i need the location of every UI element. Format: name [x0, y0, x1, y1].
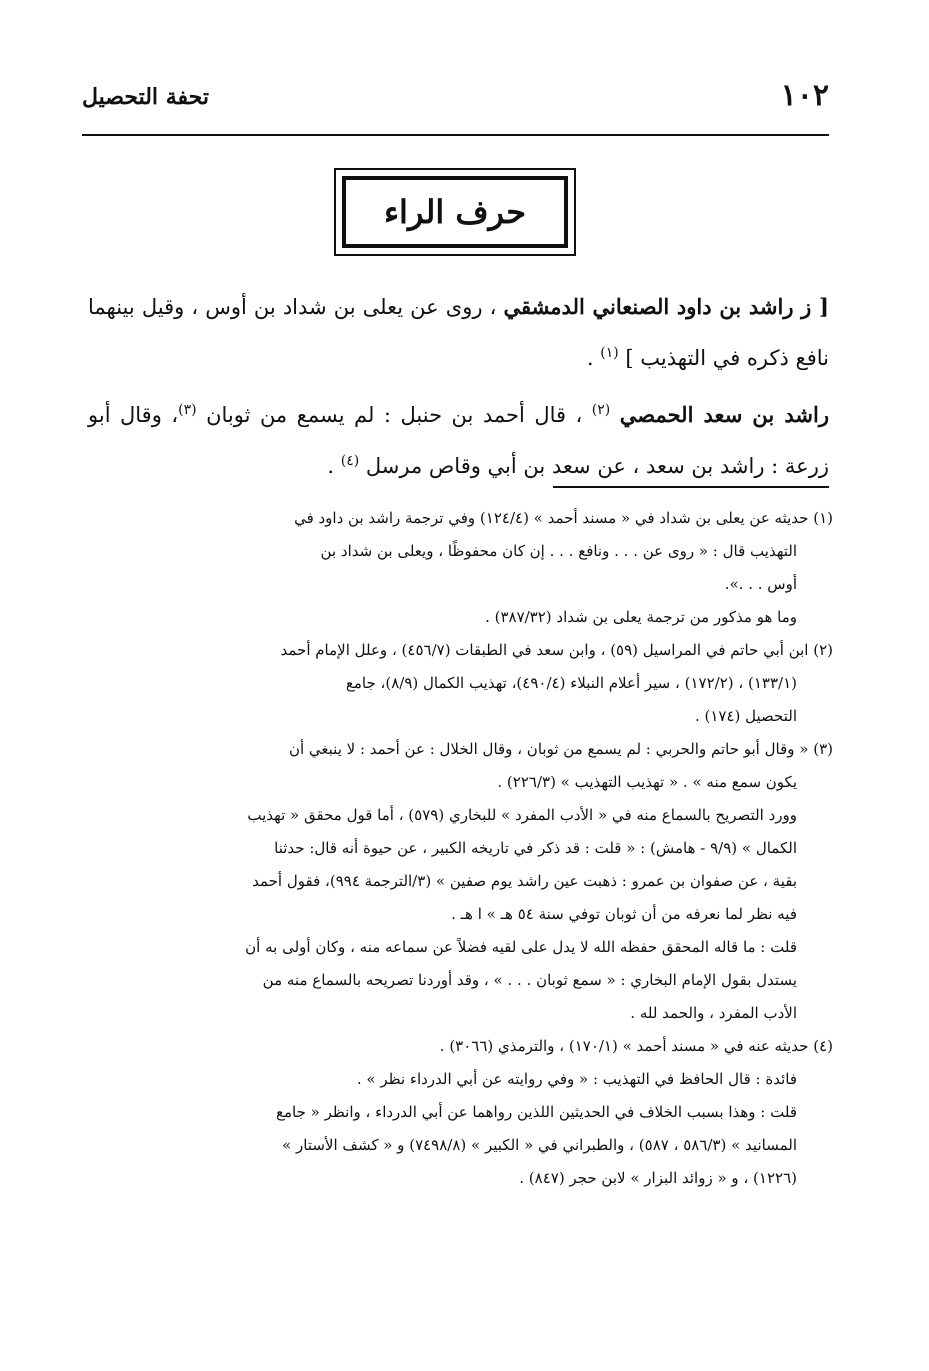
- footnote-ref: (٣): [178, 402, 197, 418]
- chapter-title: حرف الراء: [384, 193, 526, 231]
- footnote-ref: (٢): [591, 402, 611, 418]
- footnote-line: وورد التصريح بالسماع منه في « الأدب المفرد » للبخاري (٥٧٩) ، أما قول محقق « تهذيب: [247, 806, 797, 824]
- entry-rashid-ibn-sad: [88, 387, 829, 489]
- entries-section: [88, 284, 829, 495]
- entry-tail: .: [327, 454, 341, 478]
- entry-name: راشد بن سعد الحمصي: [619, 402, 829, 427]
- footnote-line: قلت : ما قاله المحقق حفظه الله لا يدل على لقيه فضلاً عن سماعه منه ، وكان أولى به أن: [245, 938, 797, 956]
- footnote-line: يكون سمع منه » . « تهذيب التهذيب » (٢٢٦/٣) .: [497, 773, 797, 791]
- entry-text: ، روى عن يعلى بن شداد بن أوس ، وقيل بينهما نافع ذكره في التهذيب ]: [88, 295, 829, 370]
- footnote-line: يستدل بقول الإمام البخاري : « سمع ثوبان . . . » ، وقد أوردنا تصريحه بالسماع منه من: [262, 971, 797, 989]
- footnote-line: (١٢٢٦) ، و « زوائد البزار » لابن حجر (٨٤٧) .: [519, 1169, 797, 1187]
- footnote-line: أوس . . .».: [724, 575, 797, 593]
- page-number: ١٠٢: [780, 78, 829, 113]
- footnote-ref: (٤): [340, 453, 360, 469]
- footnote-line: التحصيل (١٧٤) .: [694, 707, 797, 725]
- footnote-line: فائدة : قال الحافظ في التهذيب : « وفي روايته عن أبي الدرداء نظر » .: [356, 1070, 797, 1088]
- footnote-line: الأدب المفرد ، والحمد لله .: [630, 1004, 797, 1022]
- footnote-line: المسانيد » (٥٨٦/٣ ، ٥٨٧) ، والطبراني في « الكبير » (٧٤٩٨/٨) و « كشف الأستار »: [282, 1136, 797, 1154]
- footnote-separator: [553, 486, 829, 488]
- footnote-line: (١٣٣/١) ، (١٧٢/٢) ، سير أعلام النبلاء (٤٩٠/٤)، تهذيب الكمال (٨/٩)، جامع: [345, 674, 797, 692]
- entry-text: ، وقال أبو زرعة : راشد بن سعد ، عن سعد بن أبي وقاص مرسل: [88, 403, 829, 478]
- running-header: [82, 78, 829, 126]
- footnote-ref: (١): [600, 345, 619, 361]
- footnote-line: (٤) حديثه عنه في « مسند أحمد » (١٧٠/١) ، والترمذي (٣٠٦٦) .: [439, 1037, 833, 1055]
- entry-text: ، قال أحمد بن حنبل : لم يسمع من ثوبان: [206, 403, 592, 427]
- chapter-heading-frame: [334, 168, 576, 256]
- book-title: تحفة التحصيل: [82, 84, 209, 110]
- entry-name: [ ز راشد بن داود الصنعاني الدمشقي: [503, 294, 829, 319]
- entry-tail: .: [586, 346, 601, 370]
- footnote-line: (٣) « وقال أبو حاتم والحربي : لم يسمع من ثوبان ، وقال الخلال : عن أحمد : لا ينبغي أن: [288, 740, 833, 758]
- footnote-line: الكمال » (٩/٩ - هامش) : « قلت : قد ذكر في تاريخه الكبير ، عن حيوة أنه قال: حدثنا: [274, 839, 797, 857]
- footnote-line: التهذيب قال : « روى عن . . . ونافع . . . إن كان محفوظًا ، ويعلى بن شداد بن: [320, 542, 797, 560]
- footnotes-section: [88, 502, 833, 1195]
- chapter-heading-inner-frame: [342, 176, 568, 248]
- footnote-line: بقية ، عن صفوان بن عمرو : ذهبت عين راشد يوم صفين » (٣/الترجمة ٩٩٤)، فقول أحمد: [252, 872, 797, 890]
- footnote-line: فيه نظر لما نعرفه من أن ثوبان توفي سنة ٥٤ هـ » ا هـ .: [451, 905, 797, 923]
- entry-rashid-ibn-dawud: [88, 284, 829, 381]
- footnote-line: وما هو مذكور من ترجمة يعلى بن شداد (٣٨٧/٣٢) .: [485, 608, 797, 626]
- footnote-line: (٢) ابن أبي حاتم في المراسيل (٥٩) ، وابن سعد في الطبقات (٤٥٦/٧) ، وعلل الإمام أحمد: [280, 641, 833, 659]
- footnote-line: قلت : وهذا بسبب الخلاف في الحديثين اللذين رواهما عن أبي الدرداء ، وانظر « جامع: [276, 1103, 797, 1121]
- footnote-line: (١) حديثه عن يعلى بن شداد في « مسند أحمد » (١٢٤/٤) وفي ترجمة راشد بن داود في: [294, 509, 833, 527]
- header-rule: [82, 134, 829, 136]
